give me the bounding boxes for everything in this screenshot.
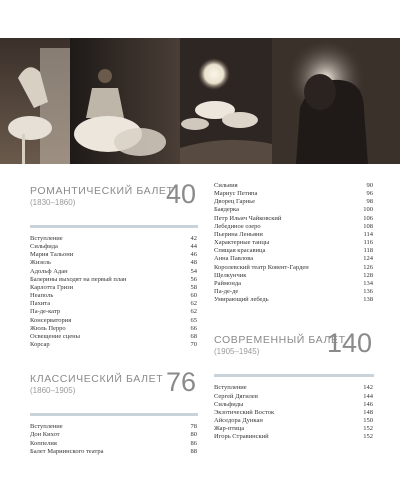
toc-entry-page: 146 xyxy=(363,400,373,408)
toc-entry-title: Сильфида xyxy=(30,243,58,251)
section-years: (1830–1860) xyxy=(30,198,76,207)
toc-entry-page: 128 xyxy=(363,271,373,279)
toc-entry-title: Балерины выходят на первый план xyxy=(30,275,127,283)
toc-entry-page: 134 xyxy=(363,279,373,287)
toc-entry[interactable] xyxy=(30,440,198,448)
toc-entry[interactable] xyxy=(214,198,374,206)
toc-entry-page: 118 xyxy=(363,247,373,255)
section-years: (1905–1945) xyxy=(214,347,260,357)
toc-entry[interactable] xyxy=(214,264,374,272)
toc-entry[interactable] xyxy=(30,341,198,349)
section-header-romantic xyxy=(30,179,198,225)
section-page-number: 40 xyxy=(165,179,196,209)
toc-entry-page: 136 xyxy=(363,288,373,296)
right-column xyxy=(214,182,374,441)
toc-entry-page: 65 xyxy=(190,316,197,324)
section-title: СОВРЕМЕННЫЙ БАЛЕТ xyxy=(214,334,346,347)
toc-entry-title: Жизель xyxy=(30,259,51,267)
toc-entry[interactable] xyxy=(30,268,198,276)
toc-entry-page: 138 xyxy=(363,296,373,304)
toc-entry-page: 96 xyxy=(366,190,373,198)
toc-entry-page: 78 xyxy=(190,423,197,431)
toc-entry-title: Освещение сцены xyxy=(30,332,80,340)
toc-entry[interactable] xyxy=(30,325,198,333)
toc-entry-title: Умирающий лебедь xyxy=(214,296,269,304)
toc-entry-title: Вступление xyxy=(214,384,247,392)
toc-entry-title: Спящая красавица xyxy=(214,247,266,255)
toc-entry[interactable] xyxy=(214,255,374,263)
toc-entry[interactable] xyxy=(30,448,198,456)
toc-entry[interactable] xyxy=(214,231,374,239)
toc-entry[interactable] xyxy=(214,425,374,433)
left-column xyxy=(30,179,198,456)
toc-entry[interactable] xyxy=(214,182,374,190)
ballet-photo-collage xyxy=(0,38,400,164)
toc-entry[interactable] xyxy=(214,384,374,392)
toc-entry-title: Пьерина Леньяни xyxy=(214,230,263,238)
toc-entry-title: Баядерка xyxy=(214,206,239,214)
toc-entry[interactable] xyxy=(214,247,374,255)
toc-list-classical xyxy=(30,423,198,456)
toc-entry-page: 124 xyxy=(363,255,373,263)
toc-entry-title: Щелкунчик xyxy=(214,271,247,279)
toc-entry-title: Петр Ильич Чайковский xyxy=(214,214,282,222)
toc-entry-page: 126 xyxy=(363,263,373,271)
toc-entry[interactable] xyxy=(214,288,374,296)
toc-entry-title: Пахита xyxy=(30,300,51,308)
toc-entry-title: Неаполь xyxy=(30,292,54,300)
toc-entry-page: 44 xyxy=(190,243,197,251)
toc-entry-title: Вступление xyxy=(30,235,63,242)
toc-entry-page: 70 xyxy=(190,341,197,349)
toc-entry-page: 46 xyxy=(190,251,197,259)
section-divider xyxy=(30,413,198,416)
toc-entry-page: 68 xyxy=(190,332,197,340)
toc-entry[interactable] xyxy=(30,235,198,243)
toc-entry-title: Балет Мариинского театра xyxy=(30,447,104,455)
toc-entry[interactable] xyxy=(30,431,198,439)
section-header-modern xyxy=(214,328,374,374)
toc-entry[interactable] xyxy=(214,206,374,214)
toc-entry[interactable] xyxy=(214,280,374,288)
section-years: (1860–1905) xyxy=(30,386,76,396)
toc-entry-page: 144 xyxy=(363,392,373,400)
toc-entry-title: Лебединое озеро xyxy=(214,222,261,230)
toc-entry[interactable] xyxy=(30,243,198,251)
toc-entry-title: Жар-птица xyxy=(214,425,245,433)
toc-entry[interactable] xyxy=(30,317,198,325)
toc-entry-title: Игорь Стравинский xyxy=(214,433,269,441)
toc-entry[interactable] xyxy=(30,333,198,341)
toc-entry-title: Па-де-де xyxy=(214,288,239,296)
toc-entry-title: Характерные танцы xyxy=(214,239,270,247)
toc-entry-title: Дворец Гарнье xyxy=(214,198,256,206)
photo-banner xyxy=(0,38,400,164)
toc-entry-page: 66 xyxy=(190,324,197,332)
toc-entry[interactable] xyxy=(214,272,374,280)
toc-entry-page: 80 xyxy=(190,431,197,439)
toc-entry-title: Карлотта Гризи xyxy=(30,283,74,291)
toc-entry-page: 54 xyxy=(190,267,197,275)
toc-entry[interactable] xyxy=(30,300,198,308)
toc-entry[interactable] xyxy=(30,251,198,259)
toc-entry[interactable] xyxy=(30,259,198,267)
toc-entry-title: Корсар xyxy=(30,341,50,349)
toc-list-modern xyxy=(214,384,374,441)
section-page-number: 76 xyxy=(165,367,196,398)
toc-entry-page: 150 xyxy=(363,416,373,424)
toc-entry-page: 148 xyxy=(363,408,373,416)
toc-entry-title: Сильвия xyxy=(214,182,238,189)
toc-entry-title: Дон Кихот xyxy=(30,431,60,439)
toc-entry-title: Коппелия xyxy=(30,439,57,447)
toc-entry-page: 106 xyxy=(363,214,373,222)
toc-entry-title: Адольф Адан xyxy=(30,267,68,275)
toc-entry[interactable] xyxy=(30,284,198,292)
toc-entry[interactable] xyxy=(214,223,374,231)
toc-entry-page: 42 xyxy=(190,235,197,242)
toc-entry-page: 116 xyxy=(363,239,373,247)
toc-entry-page: 114 xyxy=(363,230,373,238)
toc-entry-page: 56 xyxy=(190,275,197,283)
toc-entry-page: 142 xyxy=(363,384,373,392)
toc-entry-title: Раймонда xyxy=(214,279,242,287)
section-title: КЛАССИЧЕСКИЙ БАЛЕТ xyxy=(30,373,164,386)
toc-entry-page: 62 xyxy=(190,300,197,308)
toc-entry-page: 152 xyxy=(363,425,373,433)
toc-entry-title: Жюль Перро xyxy=(30,324,66,332)
toc-entry-page: 88 xyxy=(190,447,197,455)
toc-entry-title: Мариус Петипа xyxy=(214,190,258,198)
section-title: РОМАНТИЧЕСКИЙ БАЛЕТ xyxy=(30,185,174,197)
toc-entry-title: Сергей Дягилев xyxy=(214,392,258,400)
toc-list-romantic xyxy=(30,235,198,349)
toc-entry[interactable] xyxy=(30,423,198,431)
toc-entry[interactable] xyxy=(214,417,374,425)
toc-entry-title: Мария Тальони xyxy=(30,251,74,259)
toc-entry-page: 60 xyxy=(190,292,197,300)
toc-entry-page: 86 xyxy=(190,439,197,447)
toc-entry-title: Па-де-катр xyxy=(30,308,61,316)
toc-entry-title: Королевский театр Ковент-Гарден xyxy=(214,263,309,271)
toc-entry-page: 48 xyxy=(190,259,197,267)
toc-entry-title: Консерватория xyxy=(30,316,72,324)
toc-entry[interactable] xyxy=(214,296,374,304)
toc-entry[interactable] xyxy=(214,190,374,198)
toc-entry[interactable] xyxy=(214,393,374,401)
toc-entry-title: Сильфиды xyxy=(214,400,244,408)
toc-entry-title: Анна Павлова xyxy=(214,255,254,263)
toc-entry[interactable] xyxy=(30,276,198,284)
toc-entry[interactable] xyxy=(30,292,198,300)
section-header-classical xyxy=(30,367,198,413)
toc-entry-page: 152 xyxy=(363,433,373,441)
toc-entry[interactable] xyxy=(214,433,374,441)
toc-entry-page: 108 xyxy=(363,222,373,230)
toc-entry-page: 62 xyxy=(190,308,197,316)
toc-list-classical-continued xyxy=(214,182,374,304)
toc-entry-page: 58 xyxy=(190,283,197,291)
section-divider xyxy=(30,225,198,228)
toc-entry-page: 98 xyxy=(366,198,373,206)
section-divider xyxy=(214,374,374,377)
toc-entry[interactable] xyxy=(214,215,374,223)
toc-entry-title: Айседора Дункан xyxy=(214,416,263,424)
toc-entry[interactable] xyxy=(30,308,198,316)
toc-entry-title: Экзотический Восток xyxy=(214,408,275,416)
toc-entry-page: 100 xyxy=(363,206,373,214)
toc-entry[interactable] xyxy=(214,401,374,409)
toc-entry-page: 90 xyxy=(366,182,373,189)
toc-entry[interactable] xyxy=(214,409,374,417)
section-page-number: 140 xyxy=(326,328,372,359)
toc-entry[interactable] xyxy=(214,239,374,247)
toc-entry-title: Вступление xyxy=(30,423,63,431)
